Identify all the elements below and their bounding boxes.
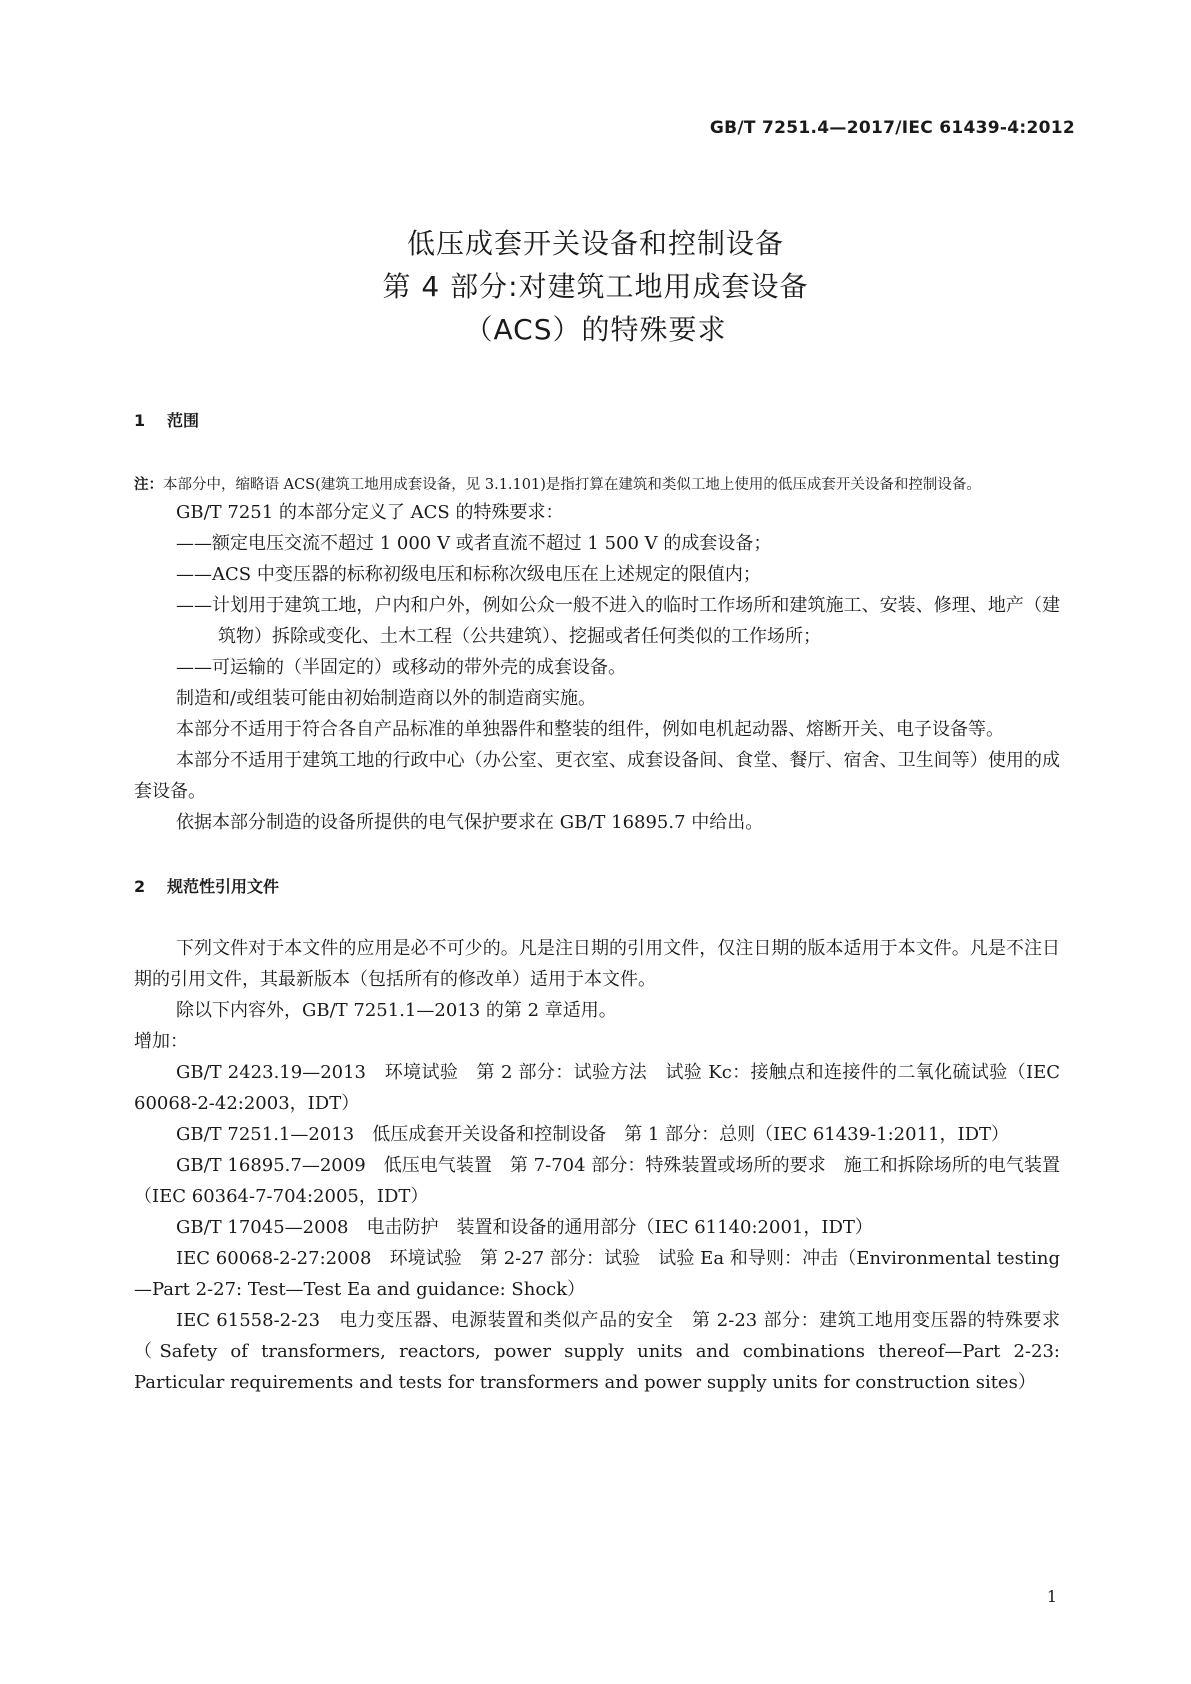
scope-paragraph: 本部分不适用于符合各自产品标准的单独器件和整装的组件，例如电机起动器、熔断开关、电子设备等。 [176, 719, 1004, 740]
scope-note [134, 473, 1060, 497]
references-paragraph: 除以下内容外，GB/T 7251.1—2013 的第 2 章适用。 [176, 1000, 617, 1021]
section-2-heading [134, 874, 1060, 897]
standard-code: GB/T 7251.4—2017/IEC 61439-4:2012 [709, 118, 1075, 138]
note-text: 本部分中，缩略语 ACS(建筑工地用成套设备，见 3.1.101)是指打算在建筑和类似工地上使用的低压成套开关设备和控制设备。 [163, 477, 981, 493]
reference-item: GB/T 2423.19—2013 环境试验 第 2 部分：试验方法 试验 Kc：接触点和连接件的二氧化硫试验（IEC 60068-2-42:2003，IDT） [134, 1062, 1060, 1114]
section-1-number: 1 [134, 411, 146, 430]
scope-paragraph: 依据本部分制造的设备所提供的电气保护要求在 GB/T 16895.7 中给出。 [176, 812, 764, 833]
note-label: 注： [134, 477, 163, 493]
page-number: 1 [1046, 1587, 1057, 1606]
section-2-number: 2 [134, 877, 146, 896]
section-1-heading [134, 408, 1060, 431]
section-1-title: 范围 [167, 411, 200, 430]
reference-item: GB/T 16895.7—2009 低压电气装置 第 7-704 部分：特殊装置或场所的要求 施工和拆除场所的电气装置（IEC 60364-7-704:2005，IDT） [134, 1155, 1060, 1207]
reference-item: IEC 61558-2-23 电力变压器、电源装置和类似产品的安全 第 2-23 部分：建筑工地用变压器的特殊要求（Safety of transformers, reactors, power supply units and combinations thereof—Part 2-23: Particular requirements and tests for transformers and power supply units for construction sites） [134, 1310, 1060, 1393]
scope-paragraph: 本部分不适用于建筑工地的行政中心（办公室、更衣室、成套设备间、食堂、餐厅、宿舍、卫生间等）使用的成套设备。 [134, 750, 1060, 802]
title-line-3: （ACS）的特殊要求 [464, 313, 727, 346]
reference-item: GB/T 17045—2008 电击防护 装置和设备的通用部分（IEC 61140:2001，IDT） [176, 1217, 873, 1238]
scope-paragraph: 制造和/或组装可能由初始制造商以外的制造商实施。 [176, 688, 597, 709]
scope-bullet: ——额定电压交流不超过 1 000 V 或者直流不超过 1 500 V 的成套设备； [176, 533, 772, 554]
scope-intro: GB/T 7251 的本部分定义了 ACS 的特殊要求： [176, 502, 564, 523]
reference-item: IEC 60068-2-27:2008 环境试验 第 2-27 部分：试验 试验 Ea 和导则：冲击（Environmental testing—Part 2-27: Test—Test Ea and guidance: Shock） [134, 1248, 1060, 1300]
title-line-1: 低压成套开关设备和控制设备 [406, 227, 784, 260]
addition-label: 增加： [134, 1031, 188, 1052]
document-body [134, 408, 1060, 1398]
scope-bullet: ——可运输的（半固定的）或移动的带外壳的成套设备。 [176, 657, 626, 678]
section-2-title: 规范性引用文件 [167, 877, 280, 896]
references-paragraph: 下列文件对于本文件的应用是必不可少的。凡是注日期的引用文件，仅注日期的版本适用于本文件。凡是不注日期的引用文件，其最新版本（包括所有的修改单）适用于本文件。 [134, 938, 1060, 990]
reference-item: GB/T 7251.1—2013 低压成套开关设备和控制设备 第 1 部分：总则（IEC 61439-1:2011，IDT） [176, 1124, 1010, 1145]
title-line-2: 第 4 部分:对建筑工地用成套设备 [382, 270, 809, 303]
document-title [0, 222, 1191, 351]
scope-bullet: ——计划用于建筑工地，户内和户外，例如公众一般不进入的临时工作场所和建筑施工、安装、修理、地产（建筑物）拆除或变化、土木工程（公共建筑）、挖掘或者任何类似的工作场所； [176, 595, 1060, 647]
scope-bullet: ——ACS 中变压器的标称初级电压和标称次级电压在上述规定的限值内； [176, 564, 761, 585]
